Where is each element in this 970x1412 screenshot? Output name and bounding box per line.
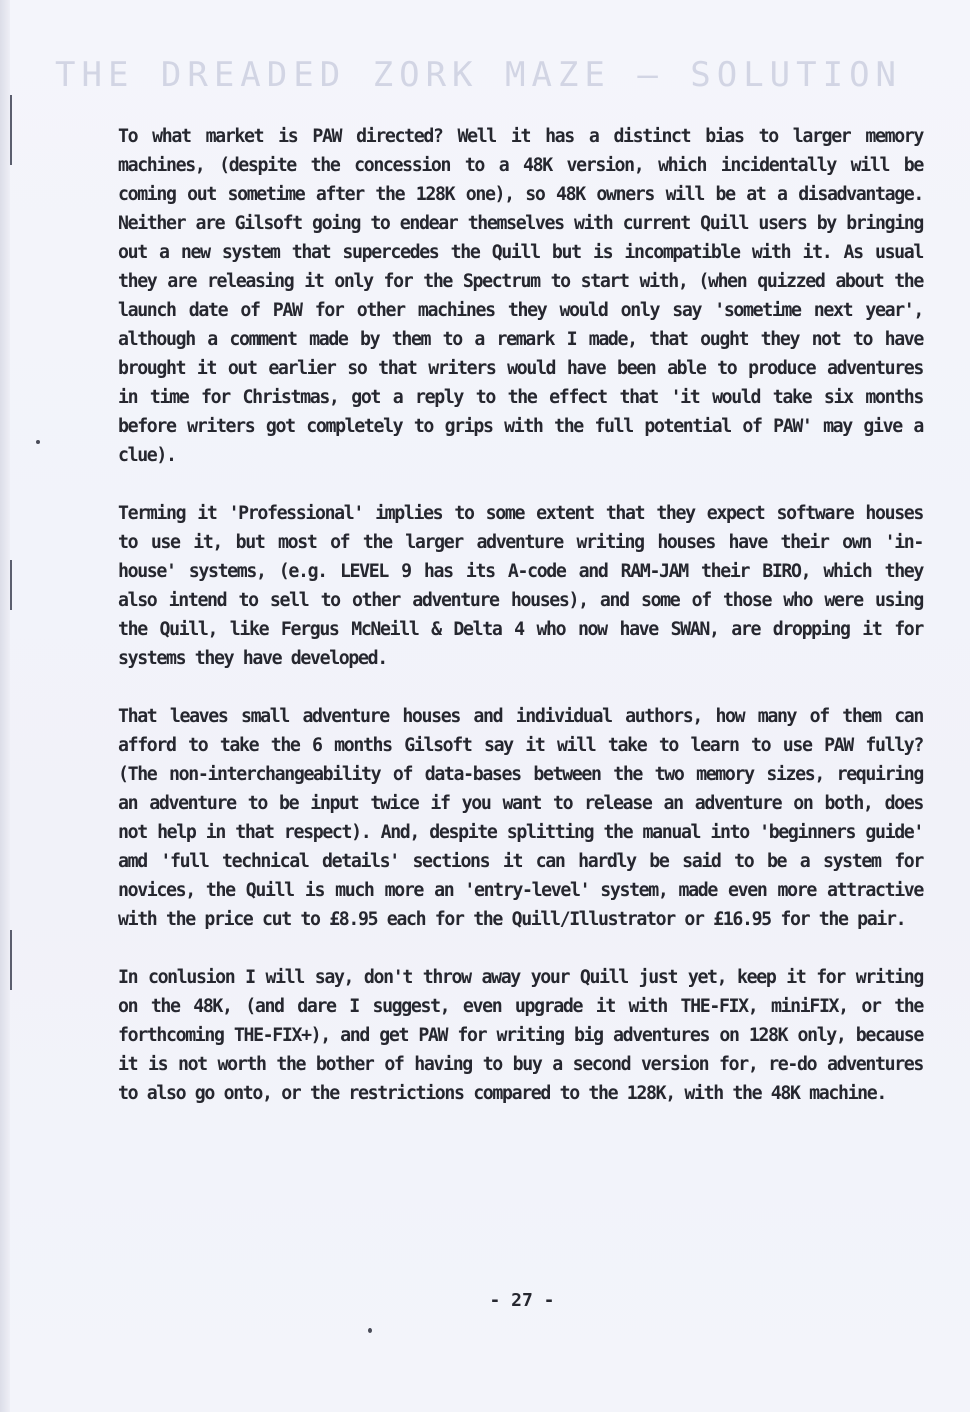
binding-mark: [10, 560, 12, 610]
binding-mark: [10, 95, 12, 165]
paragraph-conclusion: In conlusion I will say, don't throw away your Quill just yet, keep it for writing on the 48K, (and dare I suggest, even upgrade it with THE-FIX, miniFIX, or the forthcoming THE-FIX+), and get PAW for writing big adventures on 128K only, because it is not worth the bother of having to buy a second version for, re-do adventures to also go onto, or the restrictions compared to the 128K, with the 48K machine.: [118, 967, 923, 1104]
speck: [368, 1328, 372, 1333]
article-body: [118, 122, 923, 1137]
speck: [36, 440, 40, 444]
paragraph-market: To what market is PAW directed? Well it has a distinct bias to larger memory machines, (despite the concession to a 48K version, which incidentally will be coming out sometime after the 128K one), so 48K owners will be at a disadvantage. Neither are Gilsoft going to endear themselves with current Quill users by bringing out a new system that supercedes the Quill but is incompatible with it. As usual they are releasing it only for the Spectrum to start with, (when quizzed about the launch date of PAW for other machines they would only say 'sometime next year', although a comment made by them to a remark I made, that ought they not to have brought it out earlier so that writers would have been able to produce adventures in time for Christmas, got a reply to the effect that 'it would take six months before writers got completely to grips with the full potential of PAW' may give a clue).: [118, 126, 923, 466]
page-number: - 27 -: [489, 1290, 555, 1311]
paragraph-professional: Terming it 'Professional' implies to some extent that they expect software houses to use it, but most of the larger adventure writing houses have their own 'in-house' systems, (e.g. LEVEL 9 has its A-code and RAM-JAM their BIRO, which they also intend to sell to other adventure houses), and some of those who were using the Quill, like Fergus McNeill & Delta 4 who now have SWAN, are dropping it for systems they have developed.: [118, 503, 923, 669]
binding-shadow: [0, 0, 10, 1412]
show-through-header: THE DREADED ZORK MAZE — SOLUTION: [55, 55, 903, 95]
paragraph-small-houses: That leaves small adventure houses and individual authors, how many of them can afford to take the 6 months Gilsoft say it will take to learn to use PAW fully? (The non-interchangeability of data-bases between the two memory sizes, requiring an adventure to be input twice if you want to release an adventure on both, does not help in that respect). And, despite splitting the manual into 'beginners guide' amd 'full technical details' sections it can hardly be said to be a system for novices, the Quill is much more an 'entry-level' system, made even more attractive with the price cut to £8.95 each for the Quill/Illustrator or £16.95 for the pair.: [118, 706, 923, 930]
binding-mark: [10, 930, 12, 990]
